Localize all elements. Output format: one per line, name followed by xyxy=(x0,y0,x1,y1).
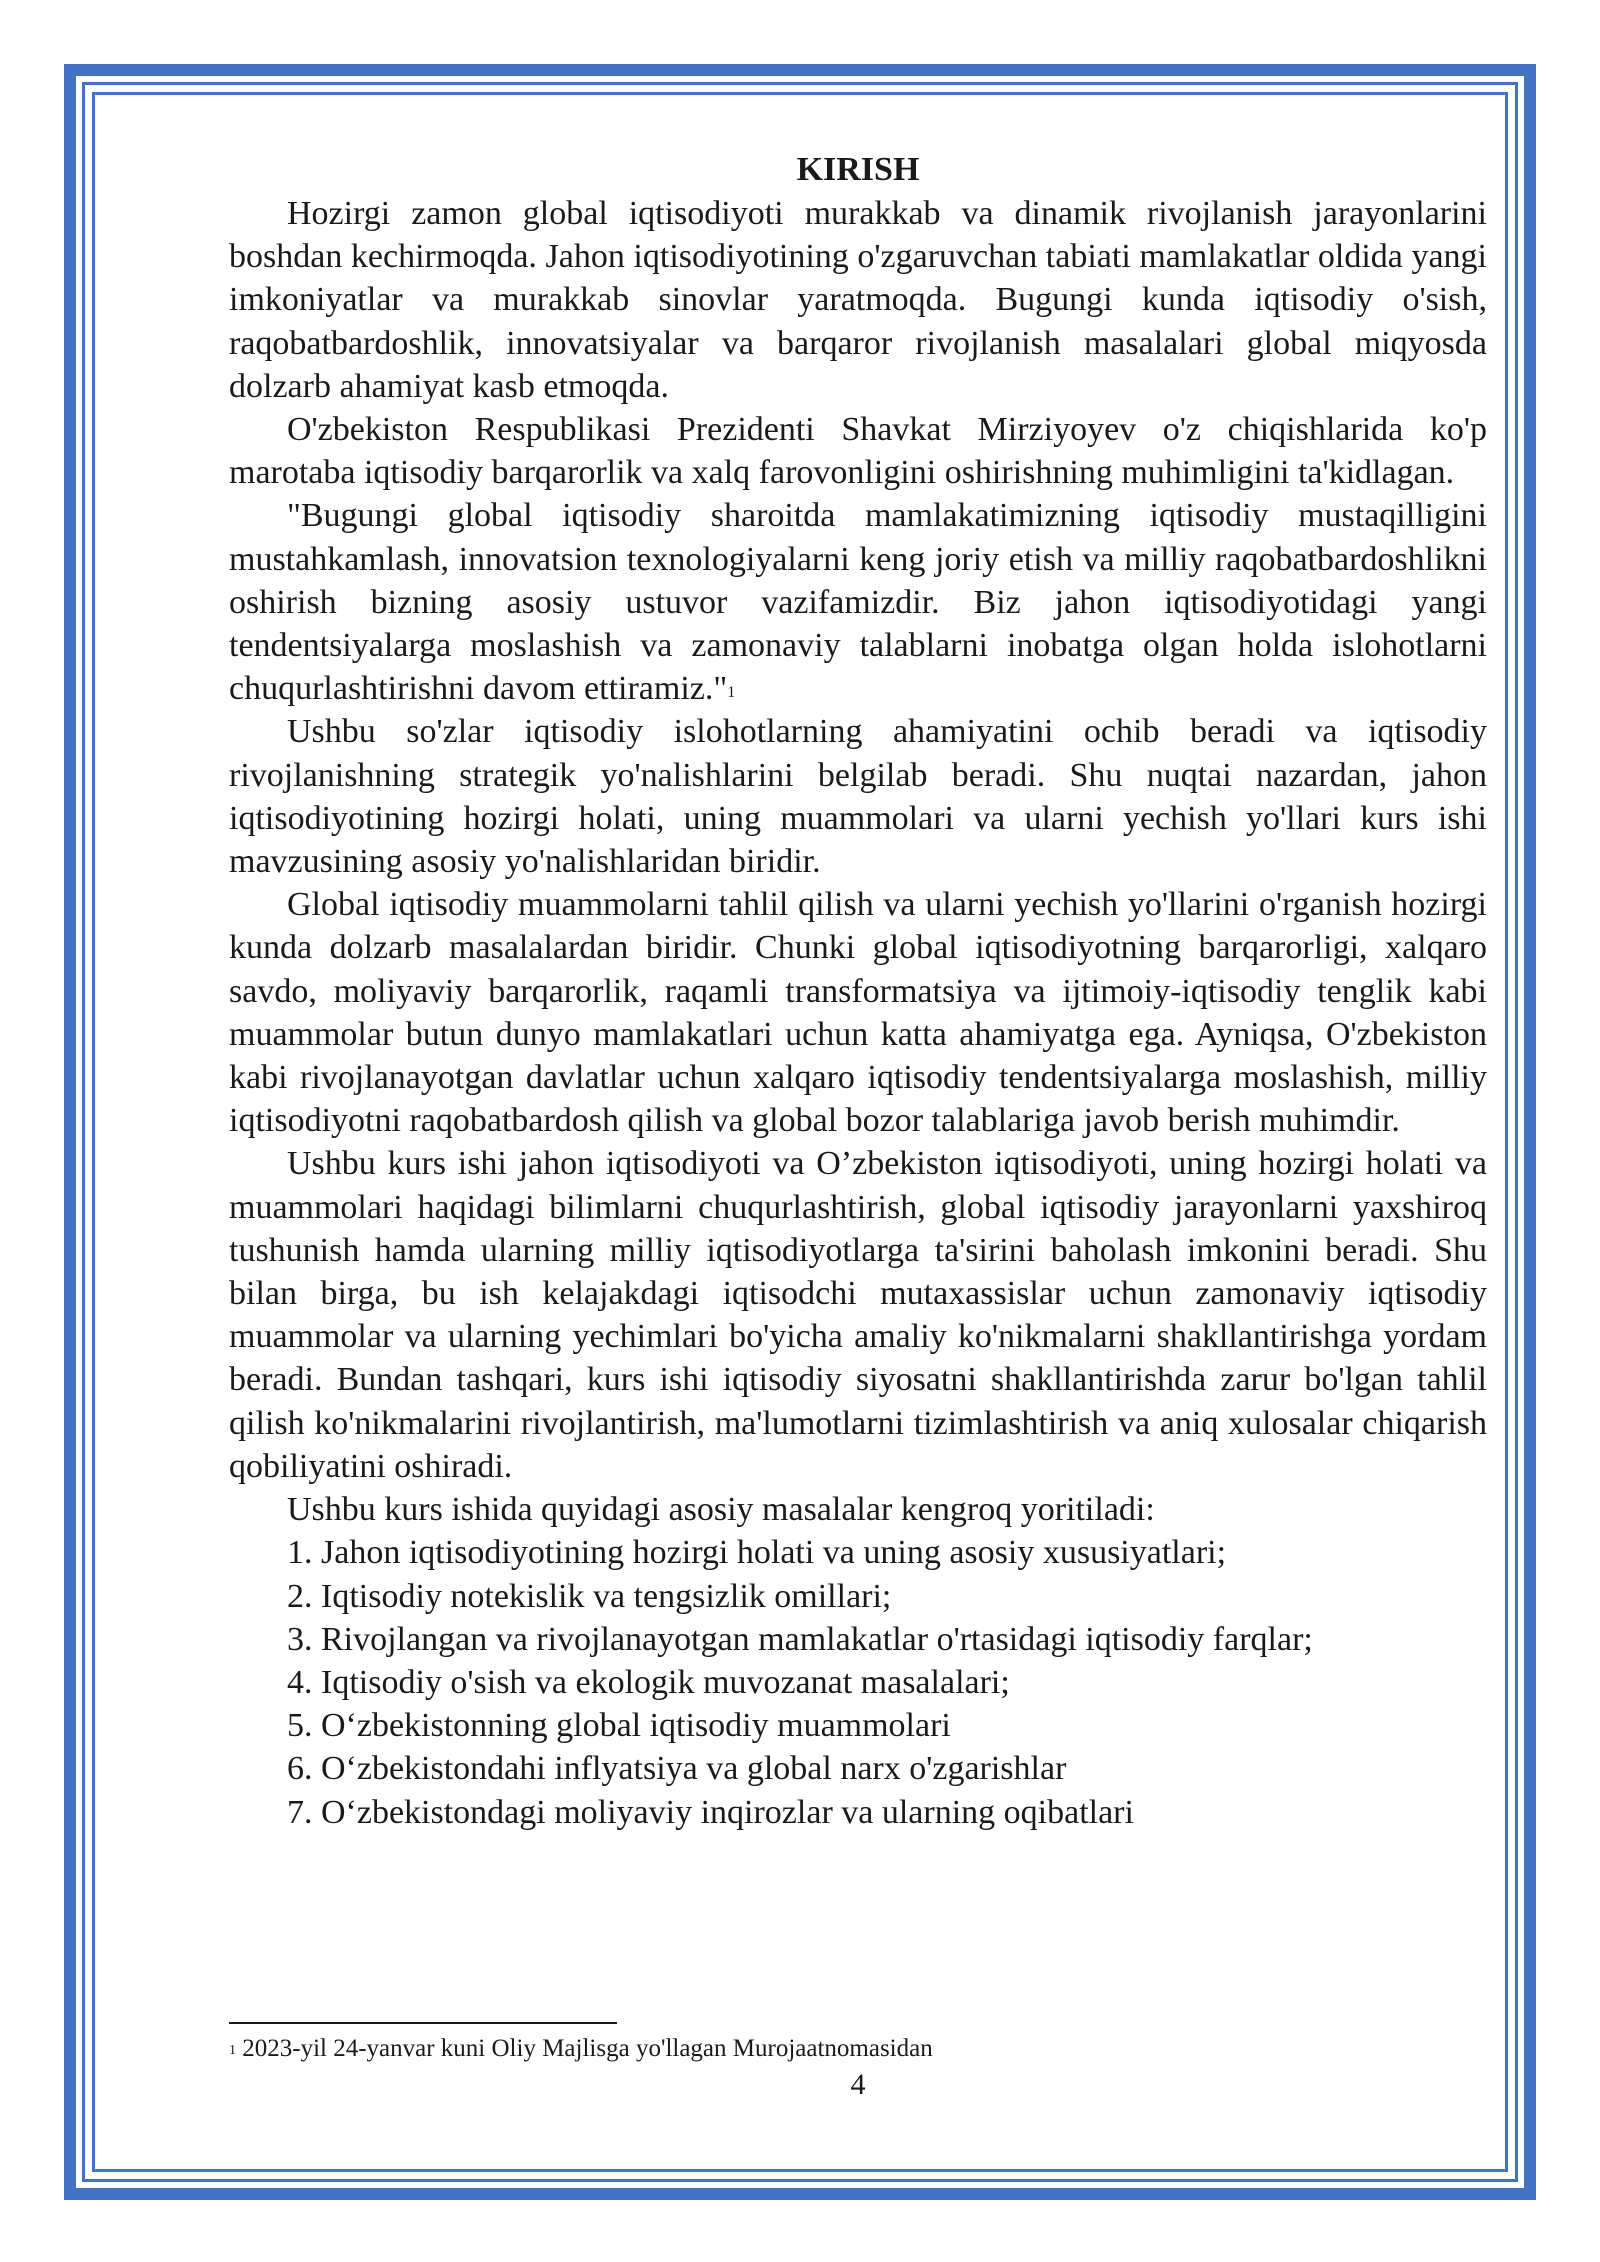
list-item: 4. Iqtisodiy o'sish va ekologik muvozanat masalalari; xyxy=(287,1663,1010,1701)
list-item: 5. O‘zbekistonning global iqtisodiy muammolari xyxy=(287,1707,951,1745)
footnote xyxy=(229,2034,933,2064)
footnote-separator xyxy=(229,2022,617,2024)
page-number: 4 xyxy=(850,2068,866,2101)
paragraph-6: Ushbu kurs ishi jahon iqtisodiyoti va O’zbekiston iqtisodiyoti, uning hozirgi holati va muammolari haqidagi bilimlarni chuqurlashtirish, global iqtisodiy jarayonlarni yaxshiroq tushunish hamda ularning milliy iqtisodiyotlarga ta'sirini baholash imkonini beradi. Shu bilan birga, bu ish kelajakdagi iqtisodchi mutaxassislar uchun zamonaviy iqtisodiy muammolar va ularning yechimlari bo'yicha amaliy ko'nikmalarni shakllantirishga yordam beradi. Bundan tashqari, kurs ishi iqtisodiy siyosatni shakllantirishda zarur bo'lgan tahlil qilish ko'nikmalarini rivojlantirish, ma'lumotlarni tizimlashtirish va aniq xulosalar chiqarish qobiliyatini oshiradi. xyxy=(229,1145,1487,1485)
quote-text: "Bugungi global iqtisodiy sharoitda mamlakatimizning iqtisodiy mustaqilligini mustahkamlash, innovatsion texnologiyalarni keng joriy etish va milliy raqobatbardoshlikni oshirish bizning asosiy ustuvor vazifamizdir. Biz jahon iqtisodiyotidagi yangi tendentsiyalarga moslashish va zamonaviy talablarni inobatga olgan holda islohotlarni chuqurlashtirishni davom ettiramiz." xyxy=(229,497,1487,708)
quote-paragraph xyxy=(229,494,1487,710)
list-item: 1. Jahon iqtisodiyotining hozirgi holati va uning asosiy xususiyatlari; xyxy=(287,1534,1227,1572)
paragraph-2: O'zbekiston Respublikasi Prezidenti Shavkat Mirziyoyev o'z chiqishlarida ko'p marotaba iqtisodiy barqarorlik va xalq farovonligini oshirishning muhimligini ta'kidlagan. xyxy=(229,411,1487,492)
footnote-mark: 1 xyxy=(229,2043,236,2058)
list-item: 3. Rivojlangan va rivojlanayotgan mamlakatlar o'rtasidagi iqtisodiy farqlar; xyxy=(287,1620,1313,1658)
list-intro: Ushbu kurs ishida quyidagi asosiy masalalar kengroq yoritiladi: xyxy=(287,1491,1155,1529)
paragraph-5: Global iqtisodiy muammolarni tahlil qilish va ularni yechish yo'llarini o'rganish hozirgi kunda dolzarb masalalardan biridir. Chunki global iqtisodiyotning barqarorligi, xalqaro savdo, moliyaviy barqarorlik, raqamli transformatsiya va ijtimoiy-iqtisodiy tenglik kabi muammolar butun dunyo mamlakatlari uchun katta ahamiyatga ega. Ayniqsa, O'zbekiston kabi rivojlanayotgan davlatlar uchun xalqaro iqtisodiy tendentsiyalarga moslashish, milliy iqtisodiyotni raqobatbardosh qilish va global bozor talablariga javob berish muhimdir. xyxy=(229,886,1487,1140)
list-item: 2. Iqtisodiy notekislik va tengsizlik omillari; xyxy=(287,1577,892,1615)
list-item: 7. O‘zbekistondagi moliyaviy inqirozlar va ularning oqibatlari xyxy=(287,1793,1134,1831)
footnote-text: 2023-yil 24-yanvar kuni Oliy Majlisga yo'llagan Murojaatnomasidan xyxy=(242,2035,933,2062)
paragraph-4: Ushbu so'zlar iqtisodiy islohotlarning ahamiyatini ochib beradi va iqtisodiy rivojlanishning strategik yo'nalishlarini belgilab beradi. Shu nuqtai nazardan, jahon iqtisodiyotining hozirgi holati, uning muammolari va ularni yechish yo'llari kurs ishi mavzusining asosiy yo'nalishlaridan biridir. xyxy=(229,713,1487,881)
paragraph-1: Hozirgi zamon global iqtisodiyoti murakkab va dinamik rivojlanish jarayonlarini boshdan kechirmoqda. Jahon iqtisodiyotining o'zgaruvchan tabiati mamlakatlar oldida yangi imkoniyatlar va murakkab sinovlar yaratmoqda. Bugungi kunda iqtisodiy o'sish, raqobatbardoshlik, innovatsiyalar va barqaror rivojlanish masalalari global miqyosda dolzarb ahamiyat kasb etmoqda. xyxy=(229,195,1487,405)
list-item: 6. O‘zbekistondahi inflyatsiya va global narx o'zgarishlar xyxy=(287,1750,1067,1788)
footnote-reference[interactable]: 1 xyxy=(727,684,736,702)
topics-list xyxy=(229,1531,1487,1833)
document-title: KIRISH xyxy=(796,151,920,188)
document-body xyxy=(229,148,1487,1834)
